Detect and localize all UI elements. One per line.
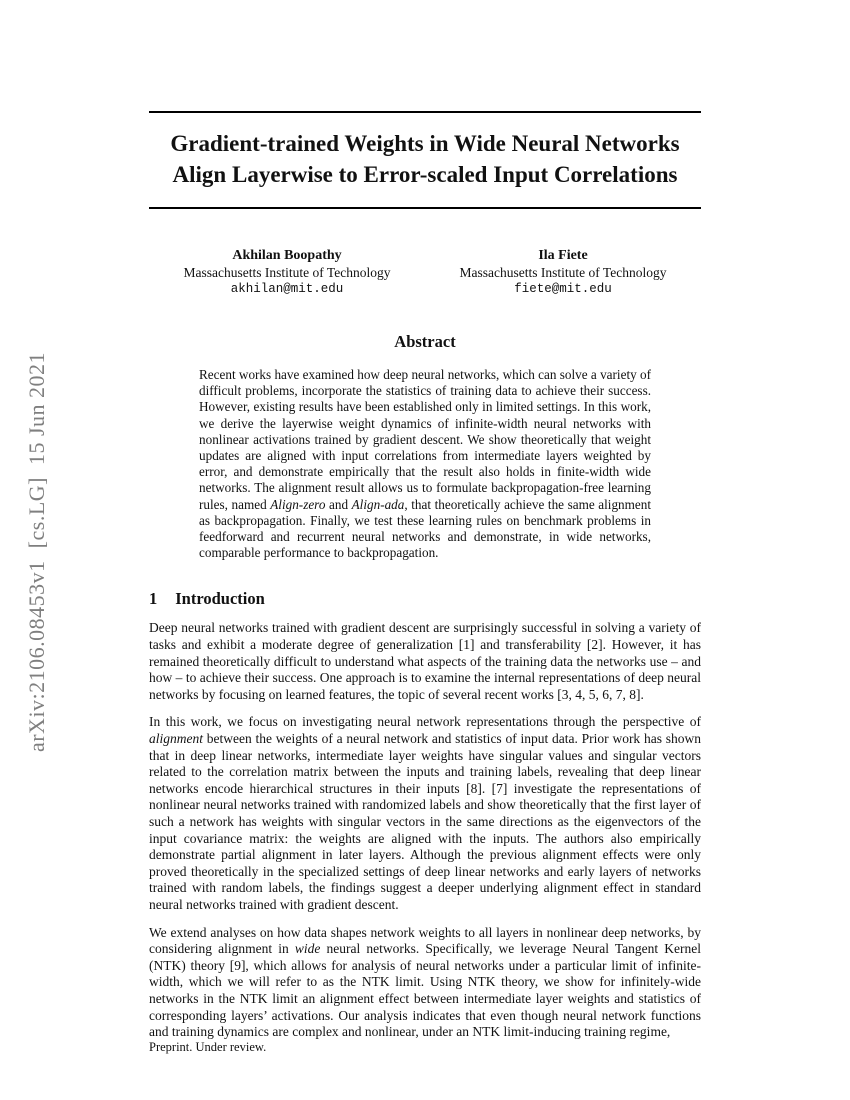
author-block	[149, 247, 701, 298]
author-affiliation: Massachusetts Institute of Technology	[459, 265, 667, 280]
paper-title-line-1: Gradient-trained Weights in Wide Neural Networks	[170, 131, 680, 156]
author-name: Akhilan Boopathy	[232, 248, 342, 263]
arxiv-watermark: arXiv:2106.08453v1 [cs.LG] 15 Jun 2021	[24, 351, 49, 753]
paper-title-line-2: Align Layerwise to Error-scaled Input Correlations	[172, 162, 678, 187]
author-2	[425, 247, 701, 298]
author-email: fiete@mit.edu	[514, 282, 612, 296]
title-rule-bottom	[149, 207, 701, 209]
paper-title	[149, 128, 701, 190]
author-name: Ila Fiete	[538, 248, 588, 263]
title-rule-top	[149, 111, 701, 113]
abstract-text: Recent works have examined how deep neural networks, which can solve a variety of difficult problems, incorporate the statistics of training data to achieve their success. However, existing results have been established only in limited settings. In this work, we derive the layerwise weight dynamics of infinite-width neural networks with nonlinear activations trained by gradient descent. We show theoretically that weight updates are aligned with input correlations from intermediate layers weighted by error, and demonstrate empirically that the result also holds in finite-width wide networks. The alignment result allows us to formulate backpropagation-free learning rules, named Align-zero and Align-ada, that theoretically achieve the same alignment as backpropagation. Finally, we test these learning rules on benchmark problems in feedforward and recurrent neural networks and demonstrate, in wide networks, comparable performance to backpropagation.	[199, 367, 652, 561]
section-number: 1	[149, 589, 158, 609]
paper-content	[149, 0, 701, 1041]
author-1	[149, 247, 425, 298]
intro-paragraph-1: Deep neural networks trained with gradient descent are surprisingly successful in solving a variety of tasks and exhibit a moderate degree of generalization [1] and transferability [2]. However, it has remained theoretically difficult to understand what aspects of the training data the networks use – and how – to achieve their success. One approach is to examine the internal representations of deep neural networks by focusing on learned features, the topic of several recent works [3, 4, 5, 6, 7, 8].	[149, 620, 701, 702]
section-title: Introduction	[175, 589, 265, 609]
author-affiliation: Massachusetts Institute of Technology	[183, 265, 391, 280]
intro-paragraph-2: In this work, we focus on investigating neural network representations through the perspective of alignment between the weights of a neural network and statistics of input data. Prior work has shown that in deep linear networks, intermediate layer weights have singular values and singular vectors related to the correlation matrix between the inputs and training labels, revealing that deep linear networks encode hierarchical structures in their inputs [8]. [7] investigate the representations of nonlinear neural networks trained with randomized labels and show theoretically that the first layer of such a network has weights with singular vectors in the same directions as the eigenvectors of the input covariance matrix: the weights are aligned with the inputs. The authors also empirically demonstrate partial alignment in later layers. Although the previous alignment effects were only proved theoretically in the specialized settings of deep linear networks and early layers of networks trained with random labels, the findings suggest a deeper underlying alignment effect in standard neural networks trained with gradient descent.	[149, 714, 701, 912]
author-email: akhilan@mit.edu	[230, 282, 344, 296]
abstract-heading: Abstract	[394, 332, 456, 351]
intro-paragraph-3: We extend analyses on how data shapes network weights to all layers in nonlinear deep networks, by considering alignment in wide neural networks. Specifically, we leverage Neural Tangent Kernel (NTK) theory [9], which allows for analysis of neural networks under a particular limit of infinite-width, which we will refer to as the NTK limit. Using NTK theory, we show for infinitely-wide networks in the NTK limit an alignment effect between intermediate layer weights and statistics of corresponding layers’ activations. Our analysis indicates that even though neural network functions and training dynamics are complex and nonlinear, under an NTK limit-inducing training regime,	[149, 924, 701, 1040]
section-heading-introduction	[149, 589, 701, 609]
preprint-footer: Preprint. Under review.	[149, 1040, 267, 1054]
